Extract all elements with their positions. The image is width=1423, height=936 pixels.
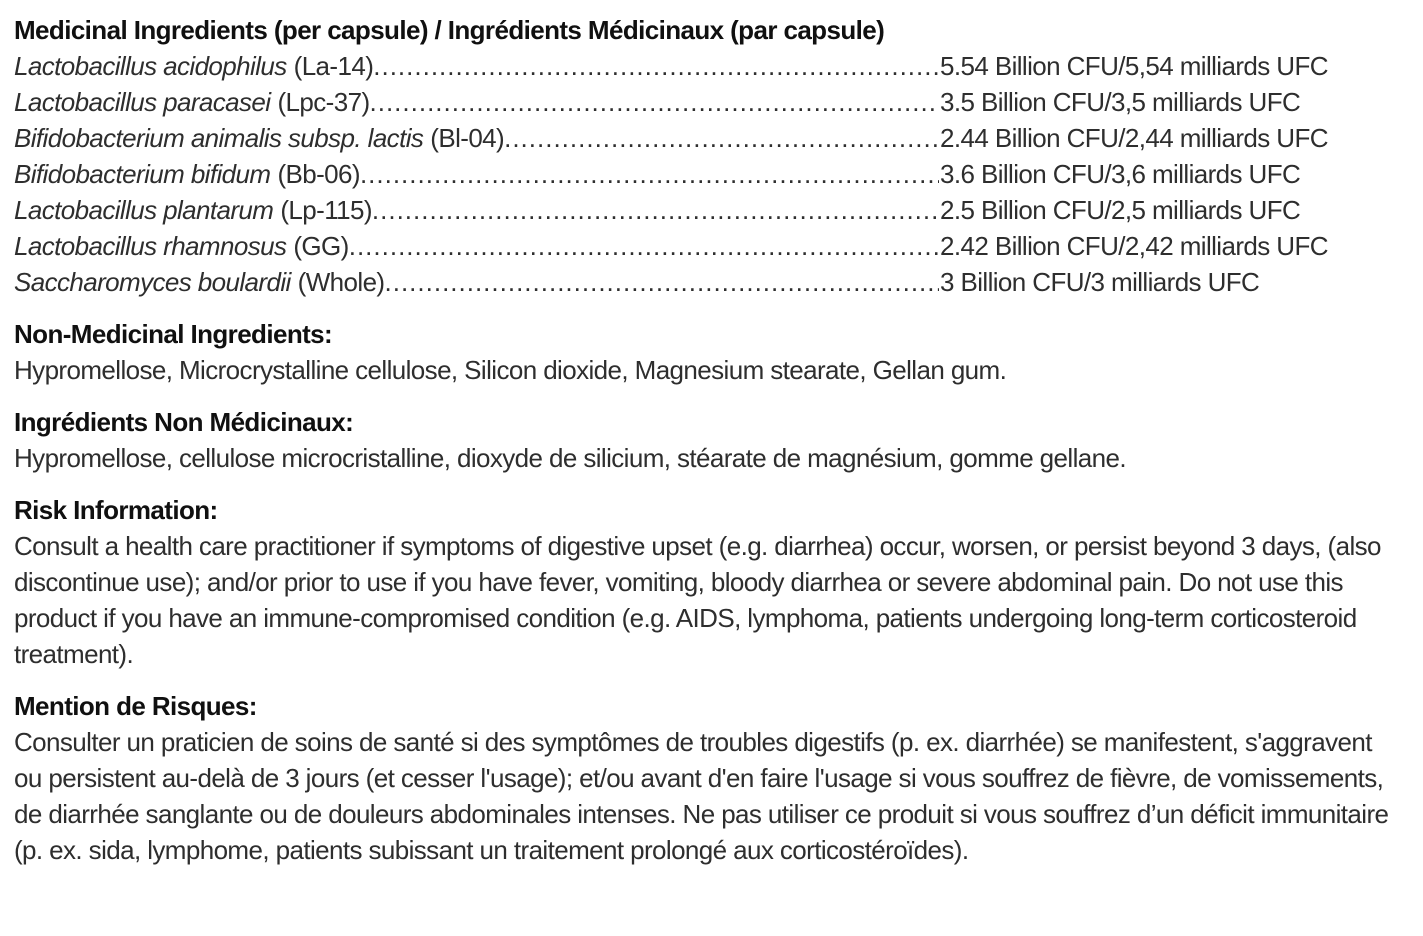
ingredient-row (14, 48, 1405, 84)
ingredient-strain-code: (Bb-06) (277, 159, 360, 189)
risk-fr-heading: Mention de Risques: (14, 691, 257, 721)
ingredient-amount: 2.42 Billion CFU/2,42 milliards UFC (940, 231, 1328, 261)
ingredient-amount: 3.5 Billion CFU/3,5 milliards UFC (940, 87, 1301, 117)
ingredient-strain-code: (Whole) (297, 267, 385, 297)
risk-en-heading: Risk Information: (14, 495, 218, 525)
ingredient-amount: 3.6 Billion CFU/3,6 milliards UFC (940, 159, 1301, 189)
ingredient-row (14, 156, 1405, 192)
ingredient-name-group (14, 192, 939, 228)
ingredient-name-group (14, 48, 939, 84)
ingredient-row (14, 120, 1405, 156)
ingredient-row (14, 192, 1405, 228)
risk-fr-body: Consulter un praticien de soins de santé si des symptômes de troubles digestifs (p. ex. diarrhée) se manifestent, s'aggravent ou persistent au-delà de 3 jours (et cesser l'usage); et/ou avant d'en faire l'usage si vous souffrez de fièvre, de vomissements, de diarrhée sanglante ou de douleurs abdominales intenses. Ne pas utiliser ce produit si vous souffrez d’un déficit immunitaire (p. ex. sida, lymphome, patients subissant un traitement prolongé aux corticostéroïdes). (14, 727, 1389, 865)
risk-en-body: Consult a health care practitioner if symptoms of digestive upset (e.g. diarrhea) occur, worsen, or persist beyond 3 days, (also discontinue use); and/or prior to use if you have fever, vomiting, bloody diarrhea or severe abdominal pain. Do not use this product if you have an immune-compromised condition (e.g. AIDS, lymphoma, patients undergoing long-term corticosteroid treatment). (14, 531, 1381, 669)
ingredient-row (14, 84, 1405, 120)
medicinal-ingredients-heading: Medicinal Ingredients (per capsule) / Ingrédients Médicinaux (par capsule) (14, 15, 885, 45)
ingredient-strain-code: (Lp-115) (280, 195, 372, 225)
section-risk-fr (14, 688, 1405, 868)
dot-leader (349, 228, 939, 264)
ingredient-latin-name: Lactobacillus plantarum (14, 195, 274, 225)
section-risk-en (14, 492, 1405, 672)
section-medicinal-ingredients (14, 12, 1405, 300)
ingredient-latin-name: Saccharomyces boulardii (14, 267, 291, 297)
ingredient-row (14, 264, 1405, 300)
ingredient-strain-code: (Bl-04) (430, 123, 505, 153)
ingredient-strain-code: (La-14) (293, 51, 374, 81)
dot-leader (360, 156, 939, 192)
non-medicinal-en-heading: Non-Medicinal Ingredients: (14, 319, 333, 349)
ingredient-name-group (14, 84, 939, 120)
ingredient-latin-name: Bifidobacterium animalis subsp. lactis (14, 123, 424, 153)
ingredient-amount: 2.5 Billion CFU/2,5 milliards UFC (940, 195, 1301, 225)
section-non-medicinal-fr (14, 404, 1405, 476)
ingredient-latin-name: Bifidobacterium bifidum (14, 159, 271, 189)
ingredient-amount: 2.44 Billion CFU/2,44 milliards UFC (940, 123, 1328, 153)
ingredient-strain-code: (GG) (293, 231, 349, 261)
non-medicinal-fr-heading: Ingrédients Non Médicinaux: (14, 407, 354, 437)
non-medicinal-fr-body: Hypromellose, cellulose microcristalline, dioxyde de silicium, stéarate de magnésium, gomme gellane. (14, 443, 1126, 473)
dot-leader (385, 264, 940, 300)
ingredient-row (14, 228, 1405, 264)
ingredient-name-group (14, 120, 939, 156)
ingredient-latin-name: Lactobacillus rhamnosus (14, 231, 287, 261)
ingredient-name-group (14, 156, 939, 192)
dot-leader (372, 192, 939, 228)
ingredient-name-group (14, 264, 939, 300)
ingredient-amount: 3 Billion CFU/3 milliards UFC (940, 267, 1260, 297)
ingredient-amount: 5.54 Billion CFU/5,54 milliards UFC (940, 51, 1328, 81)
dot-leader (370, 84, 940, 120)
ingredient-latin-name: Lactobacillus paracasei (14, 87, 271, 117)
dot-leader (504, 120, 939, 156)
dot-leader (373, 48, 939, 84)
non-medicinal-en-body: Hypromellose, Microcrystalline cellulose, Silicon dioxide, Magnesium stearate, Gellan gum. (14, 355, 1007, 385)
section-non-medicinal-en (14, 316, 1405, 388)
ingredient-name-group (14, 228, 939, 264)
ingredient-strain-code: (Lpc-37) (277, 87, 370, 117)
ingredient-latin-name: Lactobacillus acidophilus (14, 51, 287, 81)
